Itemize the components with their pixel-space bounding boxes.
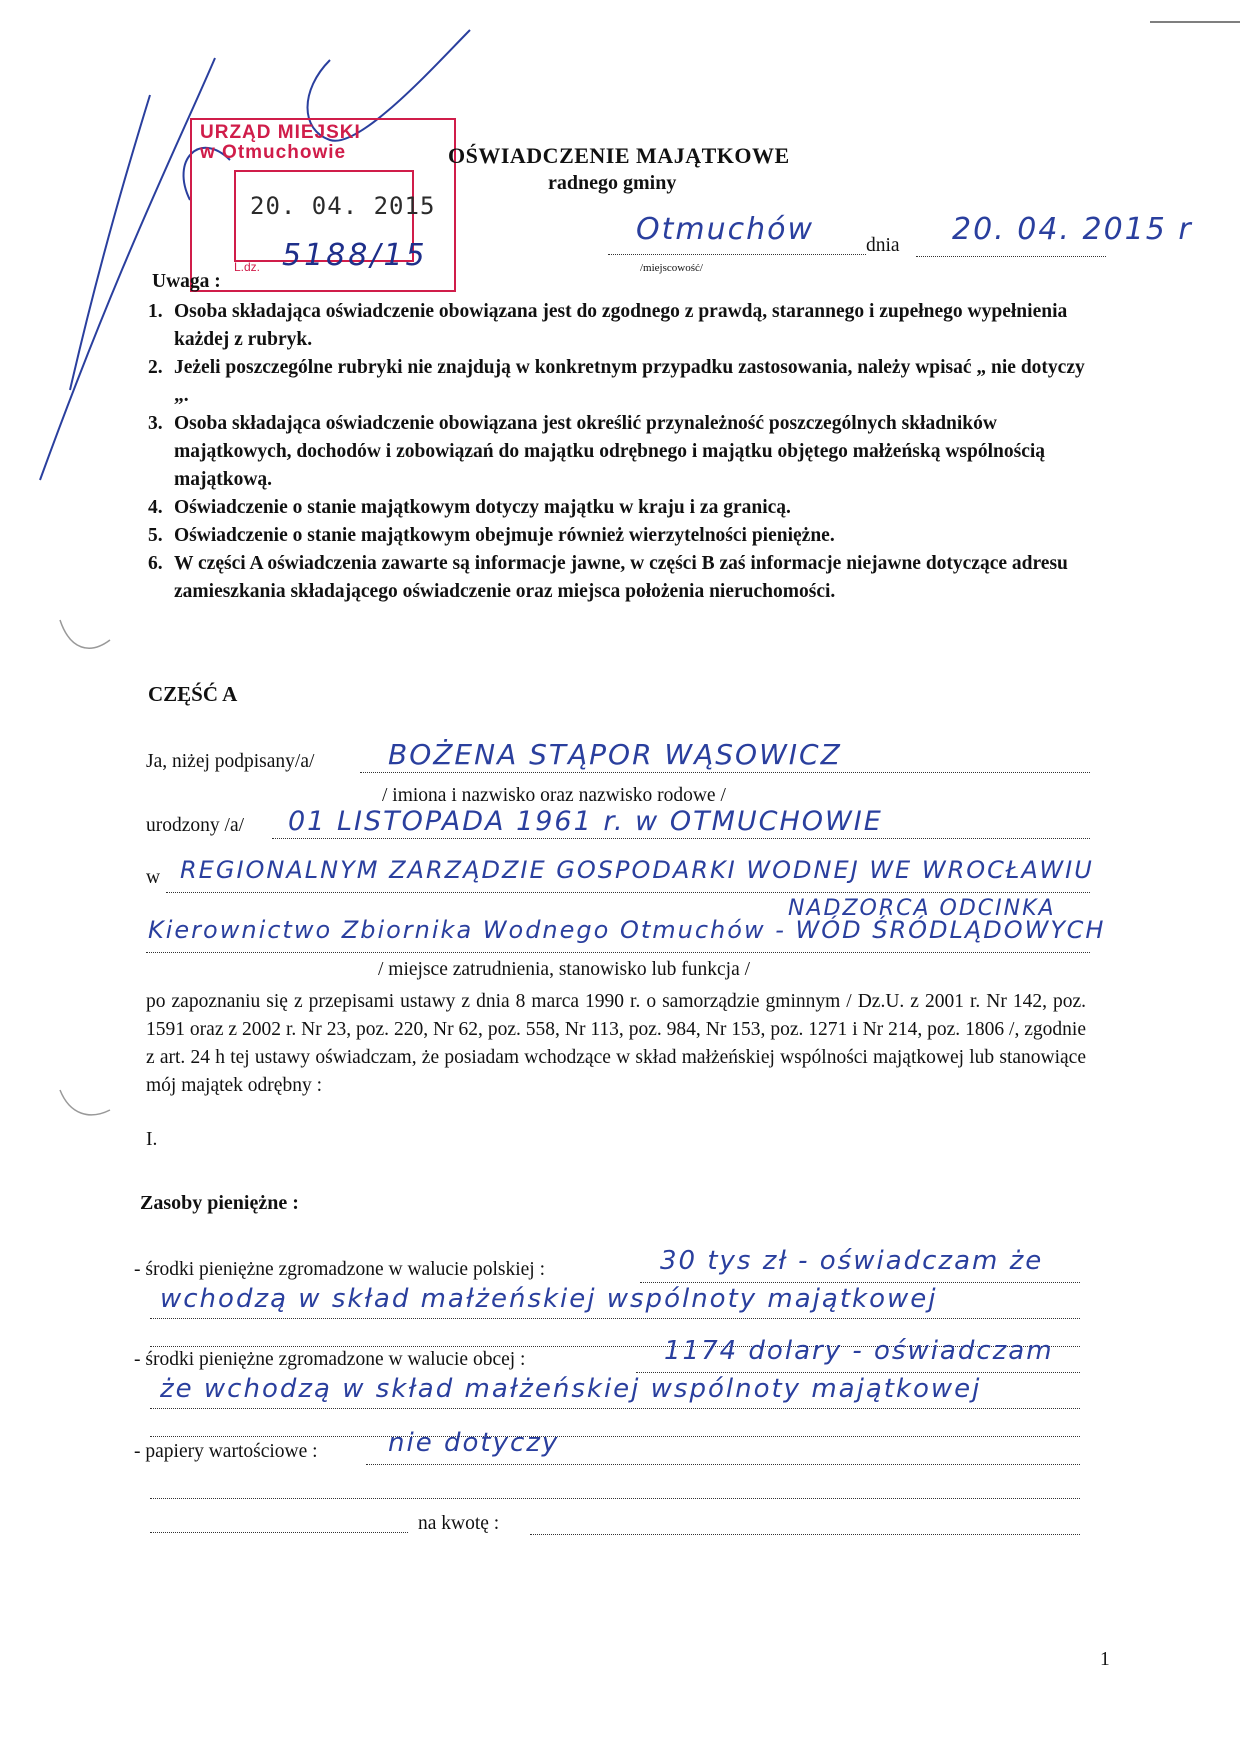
date-label: dnia	[866, 235, 900, 256]
securities-line-3	[150, 1532, 408, 1533]
list-item: 2. Jeżeli poszczególne rubryki nie znajdują w konkretnym przypadku zastosowania, należy wpisać „ nie dotyczy „.	[148, 357, 1085, 406]
work-caption: / miejsce zatrudnienia, stanowisko lub funkcja /	[378, 959, 751, 980]
stamp-number-label: L.dz.	[234, 260, 261, 274]
amount-line	[530, 1534, 1080, 1535]
securities-line-1	[366, 1464, 1080, 1465]
stamp-line1: URZĄD MIEJSKI	[200, 122, 361, 143]
law-text: po zapoznaniu się z przepisami ustawy z dnia 8 marca 1990 r. o samorządzie gminnym / Dz.U. z 2001 r. Nr 142, poz. 1591 oraz z 2002 r. Nr 23, poz. 220, Nr 62, poz. 558, Nr 113, poz. 984, Nr 153, poz. 1271 i Nr 214, poz. 1806 /, zgodnie z art. 24 h tej ustawy oświadczam, że posiadam wchodzące w skład małżeńskiej wspólności majątkowej lub stanowiące mój majątek odrębny :	[146, 991, 1086, 1096]
notes-heading: Uwaga :	[152, 271, 221, 292]
pln-value-1: 30 tys zł - oświadczam że	[660, 1246, 1044, 1276]
page-number: 1	[1100, 1649, 1110, 1670]
name-caption: / imiona i nazwisko oraz nazwisko rodowe /	[382, 785, 726, 806]
document-subtitle: radnego gminy	[548, 172, 677, 194]
cash-heading: Zasoby pieniężne :	[140, 1192, 299, 1214]
list-item: 1. Osoba składająca oświadczenie obowiązana jest do zgodnego z prawdą, starannego i zupełnego wypełnienia każdej z rubryk.	[148, 301, 1068, 350]
work-line-1	[166, 892, 1090, 893]
fx-value-1: 1174 dolary - oświadczam	[664, 1336, 1054, 1366]
place-line	[608, 254, 866, 255]
name-line	[360, 772, 1090, 773]
section-roman: I.	[146, 1129, 158, 1150]
notes-list	[148, 298, 1098, 606]
registry-stamp	[190, 118, 456, 292]
pln-line-1	[640, 1282, 1080, 1283]
list-item: 3. Osoba składająca oświadczenie obowiązana jest określić przynależność poszczególnych składników majątkowych, dochodów i zobowiązań do majątku odrębnego i majątku objętego małżeńską wspólnością majątkową.	[148, 413, 1046, 490]
work-line-2	[146, 952, 1090, 953]
fx-line-2	[150, 1408, 1080, 1409]
list-item: 6. W części A oświadczenia zawarte są informacje jawne, w części B zaś informacje niejawne dotyczące adresu zamieszkania składającego oświadczenie oraz miejsca położenia nieruchomości.	[148, 553, 1068, 602]
work-value-2b: Kierownictwo Zbiornika Wodnego Otmuchów - WÓD ŚRÓDLĄDOWYCH	[148, 916, 1106, 944]
pln-line-2	[150, 1318, 1080, 1319]
securities-value: nie dotyczy	[388, 1428, 560, 1458]
pln-label: - środki pieniężne zgromadzone w walucie polskiej :	[134, 1259, 545, 1280]
pln-value-2: wchodzą w skład małżeńskiej wspólnoty majątkowej	[160, 1284, 938, 1314]
born-line	[272, 838, 1090, 839]
fx-line-1	[636, 1372, 1080, 1373]
list-item: 5. Oświadczenie o stanie majątkowym obejmuje również wierzytelności pieniężne.	[148, 525, 835, 546]
stamp-number: 5188/15	[282, 238, 428, 273]
stamp-line2: w Otmuchowie	[200, 142, 347, 163]
name-label: Ja, niżej podpisany/a/	[146, 751, 315, 772]
fx-value-2: że wchodzą w skład małżeńskiej wspólnoty majątkowej	[160, 1374, 982, 1404]
stamp-date: 20. 04. 2015	[250, 192, 436, 220]
date-line	[916, 256, 1106, 257]
amount-label: na kwotę :	[418, 1513, 500, 1534]
name-value: BOŻENA STĄPOR WĄSOWICZ	[388, 738, 842, 771]
fx-line-3	[150, 1436, 1080, 1437]
date-value: 20. 04. 2015 r	[952, 212, 1193, 247]
born-label: urodzony /a/	[146, 815, 245, 836]
securities-line-2	[150, 1498, 1080, 1499]
work-label: w	[146, 867, 161, 888]
work-value-2a: NADZORCA ODCINKA	[788, 896, 1056, 921]
place-caption: /miejscowość/	[640, 262, 703, 274]
fx-label: - środki pieniężne zgromadzone w walucie obcej :	[134, 1349, 526, 1370]
place-value: Otmuchów	[636, 212, 815, 247]
work-value-1: REGIONALNYM ZARZĄDZIE GOSPODARKI WODNEJ WE WROCŁAWIU	[180, 856, 1094, 884]
born-value: 01 LISTOPADA 1961 r. w OTMUCHOWIE	[288, 806, 883, 837]
list-item: 4. Oświadczenie o stanie majątkowym dotyczy majątku w kraju i za granicą.	[148, 497, 791, 518]
securities-label: - papiery wartościowe :	[134, 1441, 318, 1462]
part-a-heading: CZĘŚĆ A	[148, 682, 238, 706]
document-title: OŚWIADCZENIE MAJĄTKOWE	[448, 143, 790, 168]
